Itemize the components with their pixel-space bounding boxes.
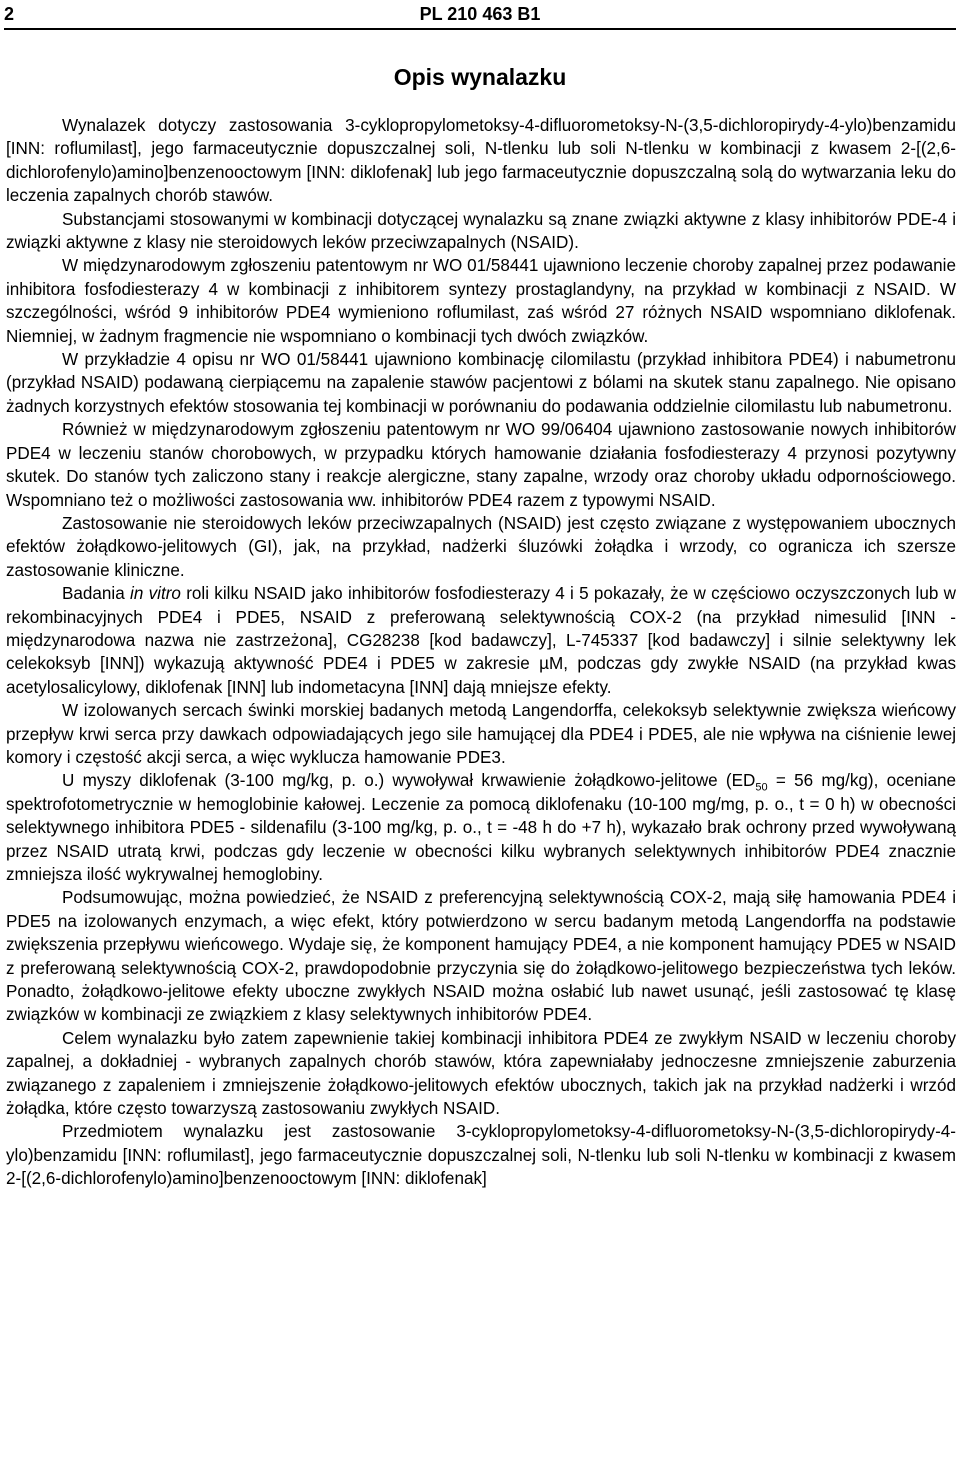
text-run: U myszy diklofenak (3-100 mg/kg, p. o.) wywoływał krwawienie żołądkowo-jelitowe (ED [62, 771, 756, 791]
paragraph [6, 769, 956, 886]
paragraph: Zastosowanie nie steroidowych leków przeciwzapalnych (NSAID) jest często związane z występowaniem ubocznych efektów żołądkowo-jelitowych (GI), jak, na przykład, nadżerki śluzówki żołądka i wrzody, co ogranicza ich szersze zastosowanie kliniczne. [6, 513, 956, 580]
page-number: 2 [4, 4, 15, 24]
paragraph: W przykładzie 4 opisu nr WO 01/58441 ujawniono kombinację cilomilastu (przykład inhibitora PDE4) i nabumetronu (przykład NSAID) podawaną cierpiącemu na zapalenie stawów pacjentowi z bólami na skutek stanu zapalnego. Nie opisano żadnych korzystnych efektów stosowania tej kombinacji w porównaniu do podawania oddzielnie cilomilastu lub nabumetronu. [6, 350, 956, 416]
text-run: Badania [62, 584, 131, 604]
subscript: 50 [755, 781, 768, 794]
paragraph: Celem wynalazku było zatem zapewnienie takiej kombinacji inhibitora PDE4 ze zwykłym NSAID w leczeniu choroby zapalnej, a dokładniej - wybranych zapalnych chorób stawów, która zapewniałaby jednoczesne zmniejszenie zaburzenia związanego z zapaleniem i zmniejszenie żołądkowo-jelitowych efektów ubocznych, takich jak na przykład nadżerki i wrzód żołądka, które często towarzyszą zastosowaniu zwykłych NSAID. [6, 1028, 956, 1119]
paragraph: Podsumowując, można powiedzieć, że NSAID z preferencyjną selektywnością COX-2, mają siłę hamowania PDE4 i PDE5 na izolowanych enzymach, a więc efekt, który potwierdzono w sercu badanym metodą Langendorffa na podstawie zwiększenia przepływu wieńcowego. Wydaje się, że komponent hamujący PDE4, a nie komponent hamujący PDE5 w NSAID z preferowaną selektywnością COX-2, prawdopodobnie przyczynia się do żołądkowo-jelitowego bezpieczeństwa tych leków. Ponadto, żołądkowo-jelitowe efekty uboczne zwykłych NSAID można osłabić lub nawet usunąć, jeśli zastosować tę klasę związków w kombinacji ze związkiem z klasy selektywnych inhibitorów PDE4. [6, 888, 956, 1025]
page-header [4, 4, 956, 30]
patent-number: PL 210 463 B1 [419, 4, 541, 24]
paragraph: Wynalazek dotyczy zastosowania 3-cyklopropylometoksy-4-difluorometoksy-N-(3,5-dichloropirydy-4-ylo)benzamidu [INN: roflumilast], jego farmaceutycznie dopuszczalnej soli, N-tlenku lub soli N-tlenku w kombinacji z kwasem 2-[(2,6-dichlorofenylo)amino]benzenooctowym [INN: diklofenak] lub jego farmaceutycznie dopuszczalną solą do wytwarzania leku do leczenia zapalnych chorób stawów. [6, 116, 956, 206]
paragraph: Substancjami stosowanymi w kombinacji dotyczącej wynalazku są znane związki aktywne z klasy inhibitorów PDE-4 i związki aktywne z klasy nie steroidowych leków przeciwzapalnych (NSAID). [6, 209, 956, 253]
paragraph: W międzynarodowym zgłoszeniu patentowym nr WO 01/58441 ujawniono leczenie choroby zapalnej przez podawanie inhibitora fosfodiesterazy 4 w kombinacji z inhibitorem syntezy prostaglandyny, na przykład w kombinacji z NSAID. W szczególności, wśród 9 inhibitorów PDE4 wymieniono roflumilast, zaś wśród 27 różnych NSAID wspomniano diklofenak. Niemniej, w żadnym fragmencie nie wspomniano o kombinacji tych dwóch związków. [6, 256, 956, 346]
paragraph: Również w międzynarodowym zgłoszeniu patentowym nr WO 99/06404 ujawniono zastosowanie nowych inhibitorów PDE4 w leczeniu stanów chorobowych, w przypadku których hamowanie działania fosfodiesterazy 4 przynosi pozytywny skutek. Do stanów tych zaliczono stany i reakcje alergiczne, stany zapalne, wrzody oraz choroby układu odpornościowego. Wspomniano też o możliwości zastosowania ww. inhibitorów PDE4 razem z typowymi NSAID. [6, 420, 956, 510]
text-run: = 56 mg/kg), oceniane spektrofotometrycznie w hemoglobinie kałowej. Leczenie za pomocą diklofenaku (10-100 mg/mg, p. o., t = 0 h) w obecności selektywnego inhibitora PDE5 - sildenafilu (3-100 mg/kg, p. o., t = -48 h do +7 h), wykazało brak ochrony przed wywoływaną przez NSAID utratą krwi, podczas gdy leczenie w obecności kilku wybranych selektywnych inhibitorów PDE4 znacznie zmniejsza ilość wykrywalnej hemoglobiny. [6, 771, 957, 884]
paragraph: W izolowanych sercach świnki morskiej badanych metodą Langendorffa, celekoksyb selektywnie zwiększa wieńcowy przepływ krwi serca przy dawkach odpowiadających jego sile hamującej dla PDE4 i PDE5, ale nie wpływa na ciśnienie lewej komory i częstość akcji serca, a więc wyklucza hamowanie PDE3. [6, 701, 956, 767]
section-title: Opis wynalazku [393, 64, 567, 90]
document-body [6, 114, 956, 1191]
text-run: roli kilku NSAID jako inhibitorów fosfodiesterazy 4 i 5 pokazały, że w częściowo oczyszczonych lub w rekombinacyjnych PDE4 i PDE5, NSAID z preferowaną selektywnością COX-2 (na przykład nimesulid [INN - międzynarodowa nazwa nie zastrzeżona], CG28238 [kod badawczy], L-745337 [kod badawczy] i silnie selektywny lek celekoksyb [INN]) wykazują aktywność PDE4 i PDE5 w zakresie µM, podczas gdy zwykłe NSAID (na przykład kwas acetylosalicylowy, diklofenak [INN] lub indometacyna [INN] dają mniejsze efekty. [6, 584, 956, 697]
paragraph: Przedmiotem wynalazku jest zastosowanie 3-cyklopropylometoksy-4-difluorometoksy-N-(3,5-dichloropirydy-4-ylo)benzamidu [INN: roflumilast], jego farmaceutycznie dopuszczalnej soli, N-tlenku lub soli N-tlenku w kombinacji z kwasem 2-[(2,6-dichlorofenylo)amino]benzenooctowym [INN: diklofenak] [6, 1122, 956, 1189]
paragraph [6, 582, 956, 699]
italic-term: in vitro [130, 584, 181, 604]
